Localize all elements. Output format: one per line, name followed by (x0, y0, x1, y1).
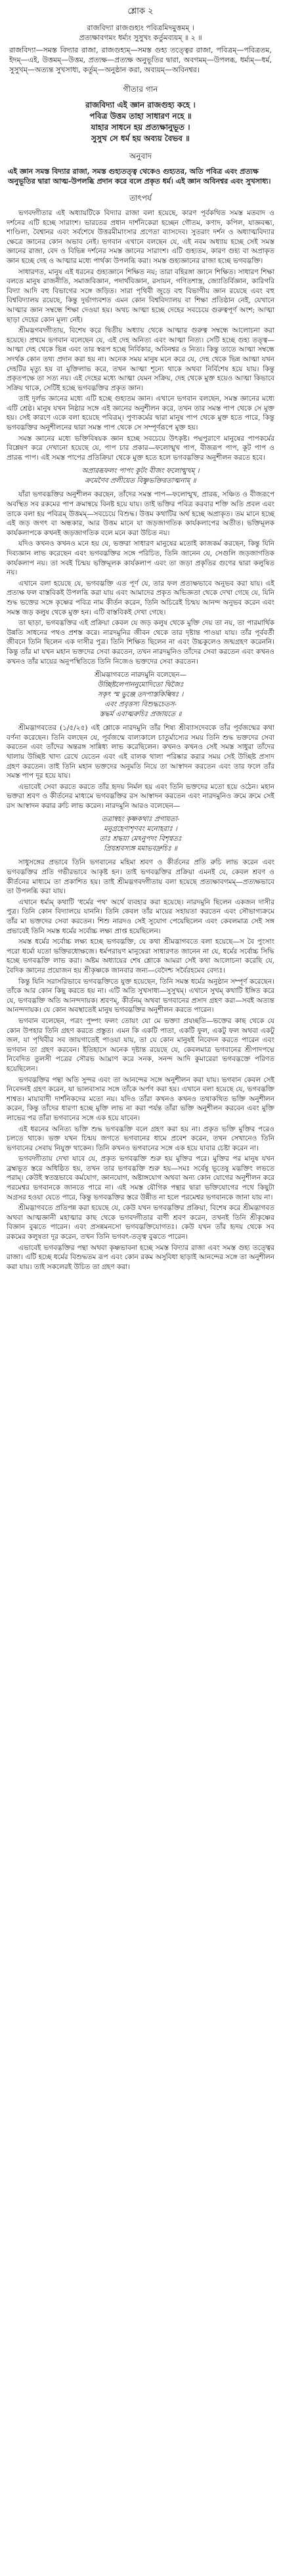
purport-section-2 (0, 490, 281, 666)
purport-paragraph: এই ধরনের অনিত্য ভক্তি শুদ্ধ ভগবদ্ভক্তি বলে গ্রহণ করা হয় না। প্রকৃত ভক্তি মুক্তির পরেও চলতে থাকে। ভক্ত যখন চিন্ময় জগতে ভগবানের ধামে প্রবেশ করেন, তখন সেখানেও তিনি ভগবানের সেবায় নিযুক্ত থাকেন। তিনি কখনও ভগবানের সঙ্গে এক হয়ে যাবার চেষ্টা করেন না। (7, 1125, 274, 1152)
song-line-1: রাজবিদ্যা এই জ্ঞান রাজগুহ্য কহে । (85, 100, 196, 110)
purport-paragraph: তাই দুর্লভ জ্ঞানের মধ্যে এটি হচ্ছে গুহ্যতম জ্ঞান। এখানে ভগবান বলছেন, সমস্ত জ্ঞানের মধ্যে এটি শ্রেষ্ঠ। মানুষ যখন নিষ্ঠার সঙ্গে এই জ্ঞানের অনুশীলন করে, তখন তার সমস্ত পাপ থেকে সে মুক্ত হয়। সেই কারণে একে বলা হয়েছে পবিত্রম্। পুণ্যকর্মের দ্বারা মানুষ পাপ থেকে মুক্ত হতে পারে, কিন্তু ভগবদ্ভক্তির অনুশীলনের দ্বারা সমস্ত পাপ থেকে সে সম্পূর্ণরূপে মুক্ত হয়। (7, 395, 274, 432)
quote-line: এবং প্রবৃত্তস্য বিশুদ্ধচেতস- (104, 700, 177, 709)
purport-paragraph: ভগবদ্গীতায় দেখা যাবে যে, প্রকৃত ভগবদ্ভক্তি শুরু হয় মুক্তির পরে। মুক্তির পর মানুষ যখন ব্রহ্মভূত স্তরে অধিষ্ঠিত হয়, তখন তার ভগবদ্ভক্তি শুরু হয়—সমঃ সর্বেষু ভূতেষু মদ্ভক্তিং লভতে পরাম্। কেউই স্বতন্ত্রভাবে কর্মযোগ, জ্ঞানযোগ, অষ্টাঙ্গযোগ অথবা অন্য কোন যোগের অনুশীলন করে পরমেশ্বর ভগবানকে জানতে পারে না। এই সমস্ত যৌগিক পন্থার দ্বারা ভক্তিযোগের পথে কিছুটা অগ্রসর হওয়া যেতে পারে, কিন্তু ভগবদ্ভক্তির স্তরে উন্নীত না হলে পরমেশ্বর ভগবানকে জানা যায় না। (7, 1155, 274, 1201)
purport-paragraph: শ্রীমদ্ভাগবতে প্রতিপন্ন করা হয়েছে যে, কেউ যখন ভগবদ্ভক্তির প্রক্রিয়া, বিশেষ করে শ্রীমদ্ভাগবত অথবা আত্মজ্ঞানী মহাত্মার কাছ থেকে ভগবদ্গীতার বাণী শ্রবণ করেন, তখনই তিনি শ্রীকৃষ্ণের বিজ্ঞান বুঝতে পারেন। এবং প্রসন্নমনসো ভগবদ্ভক্তিযোগতঃ। কেউ যখন তাঁর হৃদয় থেকে সব রকমের কলুষতা দূর করেন, তখন তিনি ভগবৎ-তত্ত্ব বুঝতে পারেন। (7, 1204, 274, 1241)
quote-line: অপ্রারব্ধফলং পাপং কূটং বীজং ফলোন্মুখম্ । (81, 467, 200, 475)
purport-paragraph: সমস্ত ধর্মের সর্বোচ্চ লক্ষ্য হচ্ছে ভগবদ্ভক্তি, যে কথা শ্রীমদ্ভাগবতে বলা হয়েছে—স বৈ পুংসাং পরো ধর্মো যতো ভক্তিরধোক্ষজে। ধর্মপরায়ণ মানুষেরা সাধারণত জানেন না যে, ধর্মের সর্বোচ্চ সিদ্ধি হচ্ছে ভগবদ্ভক্তি লাভ করা। অষ্টম অধ্যায়ের শেষ শ্লোকে আমরা সেই কথা আলোচনা করেছি যে, বৈদিক জ্ঞানের প্রয়োজন হয় শ্রীকৃষ্ণকে জানবার জন্য—বেদৈশ্চ সর্বৈরহমেব বেদ্যঃ। (7, 938, 274, 975)
quote-2 (0, 670, 281, 719)
purport-paragraph: সাধারণত, মানুষ এই ধরনের গুহ্যজ্ঞানে শিক্ষিত নয়; তারা বহিরঙ্গা জ্ঞানে শিক্ষিত। সাধারণ শিক্ষা বলতে মানুষ রাজনীতি, সমাজবিজ্ঞান, পদার্থবিজ্ঞান, রসায়ন, গণিতশাস্ত্র, জ্যোতির্বিজ্ঞান, কারিগরি বিদ্যা আদি বহু বিভাগের সঙ্গে জড়িত। সারা পৃথিবী জুড়ে বহু বিভাগীয় জ্ঞান রয়েছে এবং বহু বিশ্ববিদ্যালয় রয়েছে, কিন্তু দুর্ভাগ্যবশত এমন কোন বিশ্ববিদ্যালয় বা শিক্ষা প্রতিষ্ঠান নেই, যেখানে আত্মার জ্ঞান সম্বন্ধে শিক্ষা দেওয়া হয়। অথচ আত্মা হচ্ছে দেহের সবচেয়ে গুরুত্বপূর্ণ অংশ; আত্মা ছাড়া দেহের কোন মূল্য নেই। (7, 268, 274, 324)
sanskrit-line-2: প্রত্যক্ষাবগমং ধর্ম্যং সুসুখং কর্তুমব্যয়ম্ ॥ ২ ॥ (79, 33, 202, 42)
purport-paragraph: এখানে বলা হয়েছে যে, ভগবদ্ভক্তি এত পূর্ণ যে, তার ফল প্রত্যক্ষভাবে অনুভব করা যায়। এই প্রত্যক্ষ ফল বাস্তবিকই উপলব্ধি করা যায় এবং আমাদের প্রকৃত অভিজ্ঞতা থেকে দেখা গেছে যে, যিনি শুদ্ধ ভক্তের সঙ্গে কৃষ্ণের পবিত্র নাম কীর্তন করেন, তিনি অচিরেই চিন্ময় আনন্দ অনুভব করেন এবং সমস্ত জড় কলুষ থেকে মুক্ত হন। এটি বাস্তবিকই দেখা গেছে। (7, 579, 274, 616)
sanskrit-verse (0, 19, 281, 77)
purport-heading: তাৎপর্য (129, 193, 152, 203)
verse-number: শ্লোক ২ (127, 7, 154, 16)
translation-heading: অনুবাদ (129, 151, 152, 161)
purport-paragraph: এভাবেই সেবা করতে করতে তাঁর হৃদয় নির্মল হয় এবং তিনি ভক্তদের মতো হয়ে ওঠেন। মহান ভক্তরা শ্রবণ ও কীর্তনের মাধ্যমে ভগবদ্ভক্তির রস আস্বাদন করতেন এবং নারদমুনিও ক্রমে ক্রমে সেই রস আস্বাদন করার রুচি লাভ করেন। নারদমুনি আরও বলেছেন— (7, 782, 274, 810)
quote-line: স্তদ্ধর্ম এবাত্মরুচিঃ প্রজায়তে ॥ (99, 710, 182, 719)
purport-paragraph: এভাবেই ভগবদ্ভক্তির পন্থা অথবা কৃষ্ণভাবনা হচ্ছে সমস্ত বিদ্যার রাজা এবং সমস্ত গুহ্য তত্ত্বের রাজা। এটি হচ্ছে ধর্মের বিশুদ্ধতম রূপ এবং কোন রকম অসুবিধা ছাড়াই আনন্দের সঙ্গে তা অনুশীলন করা যায়। তাই সকলেরই উচিত তা গ্রহণ করা। (7, 1243, 274, 1271)
purport-paragraph: ভগবান বলেছেন, পত্রং পুষ্পং ফলং তোয়ং যো মে ভক্ত্যা প্রযচ্ছতি—ভক্তের কাছ থেকে যে কোন উপহার তিনি গ্রহণ করতে প্রস্তুত। এমন কি একটি পাতা, একটি ফুল, একটু ফল অথবা একটু জল, যা পৃথিবীর সব জায়গাতেই পাওয়া যায়, তা যে কোন মানুষই নিবেদন করতে পারেন এবং ভগবান তা গ্রহণ করবেন। ইতিহাসে অনেক দৃষ্টান্ত রয়েছে যে, কেবলমাত্র ভগবানের শ্রীপাদপদ্মে নিবেদিত তুলসী পত্রের সৌরভ আঘ্রাণ করে সনক, সনন্দ আদি কুমারেরা ভগবদ্ভক্তে পরিণত হয়েছিলেন। (7, 1016, 274, 1073)
purport-paragraph: তা ছাড়া, ভগবদ্ভক্তির এই প্রক্রিয়া কেবল যে জড় কলুষ থেকে মুক্তি দেয় তা নয়, তা পারমার্থিক উন্নতি সাধনের পথও প্রশস্ত করে। নারদমুনির জীবন থেকে তার দৃষ্টান্ত পাওয়া যায়। তাঁর পূর্ববর্তী জীবনে তিনি ছিলেন এক দাসীর পুত্র। তিনি শিক্ষিত ছিলেন না এবং উচ্চকুলেও জন্মগ্রহণ করেননি। কিন্তু তাঁর মা যখন মহান ভক্তদের সেবা করতেন, তখন নারদমুনিও তাঁদের সেবা করতেন এবং কখনও কখনও তাঁর মায়ের অনুপস্থিতিতে তিনি নিজেও ভক্তদের সেবা করতেন। (7, 619, 274, 666)
quote-line: তত্রান্বহং কৃষ্ণকথাঃ প্রগায়তা- (101, 815, 180, 824)
purport-paragraph: সমস্ত জ্ঞানের মধ্যে ভক্তিবিষয়ক জ্ঞান হচ্ছে সবচেয়ে উৎকৃষ্ট। পদ্মপুরাণে মানুষের পাপকর্মের বিশ্লেষণ করে দেখানো হয়েছে যে, পাপ চার প্রকার—ফলোন্মুখ পাপ, বীজরূপ পাপ, কূট পাপ ও প্রারব্ধ পাপ। এই সমস্ত পাপের প্রতিক্রিয়া থেকে মুক্ত হতে হলে ভগবদ্ভক্তির অনুশীলন করতে হবে। (7, 434, 274, 462)
purport-paragraph: ভগবদ্গীতার এই অধ্যায়টিকে বিদ্যার রাজা বলা হয়েছে, কারণ পূর্বকথিত সমস্ত মতবাদ ও দর্শনের এটি হচ্ছে সারাংশ। ভারতের প্রধান দার্শনিকেরা হচ্ছেন গৌতম, কণাদ, কপিল, যাজ্ঞবল্ক্য, শাণ্ডিল্য, বৈশ্বানর এবং সর্বশেষে উত্তরমীমাংসার প্রণেতা ব্যাসদেব। সুতরাং দর্শন ও অধ্যাত্মবিদ্যার ক্ষেত্রে জ্ঞানের কোন অভাব নেই। ভগবান এখানে বলছেন যে, এই নবম অধ্যায় হচ্ছে সেই সমস্ত জ্ঞানের রাজা, বেদ ও বিভিন্ন দর্শনের সমস্ত জ্ঞানের সারাংশ। এটি গুহ্যতম, কারণ গুহ্য বা অপ্রাকৃত জ্ঞান হচ্ছে দেহ ও আত্মার মধ্যে পার্থক্য উপলব্ধি করা। সমস্ত গুহ্যজ্ঞানের রাজা হচ্ছে ভগবদ্ভক্তি। (7, 209, 274, 265)
quote-line: সকৃৎ স্ম ভুঞ্জে তদপাস্তকিল্বিষঃ । (97, 691, 184, 699)
word-meanings: রাজবিদ্যা—সমস্ত বিদ্যার রাজা, রাজগুহ্যম্—সমস্ত গুহ্য তত্ত্বের রাজা, পবিত্রম্—পবিত্রতম, ইদম্—এই, উত্তমম্—উত্তম, প্রত্যক্ষ—প্রত্যক্ষ অনুভূতির দ্বারা, অবগমম্—উপলব্ধ, ধর্ম্যম্—ধর্ম, সুসুখম্—অত্যন্ত সুখসাধ্য, কর্তুম্—অনুষ্ঠান করা, অব্যয়ম্—অবিনশ্বর। (9, 46, 272, 74)
song-line-4: সুসুখ সে ধর্ম হয় অব্যয় বৈভব ॥ (91, 134, 190, 143)
purport-paragraph: যাঁরা ভগবদ্ভক্তির অনুশীলন করছেন, তাঁদের সমস্ত পাপ—ফলোন্মুখ, প্রারব্ধ, সঞ্চিত ও বীজরূপে অবস্থিত সব রকমের পাপ ক্রমান্বয়ে বিনষ্ট হয়ে যায়। তাই ভক্তির পবিত্র করবার শক্তি অতি প্রবল এবং তাকে বলা হয় পবিত্রম্ উত্তমম্—সবচেয়ে বিশুদ্ধ। উত্তম কথাটির অর্থ হচ্ছে অপ্রাকৃত। তম মানে হচ্ছে এই জড় জগৎ বা অন্ধকার, আর উত্তম মানে যা জড়জাগতিক কার্যকলাপের অতীত। ভক্তিমূলক কার্যকলাপকে কখনই জড়জাগতিক বলে মনে করা উচিত নয়। (7, 491, 274, 537)
quote-line: তাঃ শ্রদ্ধয়া মেঽনুপদং বিশৃণ্বতঃ (99, 835, 182, 843)
quote-heading: শ্রীমদ্ভাগবতে নারদমুনি বলেছেন— (95, 671, 186, 679)
sanskrit-line-1: রাজবিদ্যা রাজগুহ্যং পবিত্রমিদমুত্তমম্ । (87, 24, 194, 32)
song-line-3: যাহার সাধনে হয় প্রত্যক্ষানুভূত । (91, 123, 190, 132)
purport-paragraph: যদিও কখনও কখনও মনে হয় যে, ভক্তরা সাধারণ মানুষের মতোই কাজকর্ম করছেন, কিন্তু যিনি দিব্যজ্ঞান লাভ করেছেন এবং ভগবদ্ভক্তির সঙ্গে পরিচিত, তিনি জানেন যে, সেগুলি জড়জাগতিক কার্যকলাপ নয়। তা সবই চিন্ময় ভক্তিমূলক কার্যকলাপ এবং তা জড়া প্রকৃতির গুণের দ্বারা কলুষিত নয়। (7, 540, 274, 577)
quote-line: উচ্ছিষ্টলেপাননুমোদিতো দ্বিজৈঃ (97, 681, 184, 689)
quote-line: প্রিয়শ্রবস্যঙ্গ মমাভবদ্রুচিঃ ॥ (104, 845, 177, 853)
quote-3 (0, 815, 281, 854)
purport-paragraph: কিন্তু যিনি সরাসরিভাবে ভগবদ্ভক্তিতে যুক্ত হয়েছেন, তিনি সমস্ত ধর্মের অনুষ্ঠান সম্পূর্ণ করেছেন। তাঁকে আর কোন কিছু করতে হয় না। এটি অতি সুখসাধ্য—সুসুখম্। এখানে সুখম্ কথাটি ইঙ্গিত করে যে, ভগবদ্ভক্তি অতি আনন্দদায়ক। শ্রবণম্, কীর্তনম্ অথবা ভগবানের প্রসাদ গ্রহণ করা—সবই অত্যন্ত আনন্দদায়ক। যে কোন অবস্থাতেই মানুষ ভগবদ্ভক্তির অনুশীলন করতে পারেন। (7, 977, 274, 1015)
purport-paragraph: শ্রীমদ্ভাগবতের (১/৫/২৫) এই শ্লোকে নারদমুনি তাঁর শিষ্য শ্রীব্যাসদেবকে তাঁর পূর্বজন্মের কথা বর্ণনা করেছেন। তিনি বলছেন যে, পূর্বজন্মে বাল্যকালে চাতুর্মাস্যের সময় তিনি শুদ্ধ ভক্তদের সেবা করতেন এবং তাঁদের অন্তরঙ্গ সান্নিধ্য লাভ করেছিলেন। কখনও কখনও সেই সমস্ত সাধুরা তাঁদের থালায় উচ্ছিষ্ট খাদ্য রেখে যেতেন এবং এই বালক থালা পরিষ্কার করার সময় সেই উচ্ছিষ্ট প্রসাদ গ্রহণ করতেন। তাই তিনি মহান ভক্তদের অনুমতি নিয়ে তা আস্বাদন করতেন এবং তার ফলে তাঁর সমস্ত পাপ দূর হয়ে যায়। (7, 724, 274, 780)
purport-paragraph: সাধুসঙ্গের প্রভাবে তিনি ভগবানের মহিমা শ্রবণ ও কীর্তনের প্রতি রুচি লাভ করেন এবং ভগবদ্ভক্তির প্রতি গভীরভাবে আকৃষ্ট হন। তাই ভগবদ্ভক্তির প্রক্রিয়া এমনই যে, কেবল শ্রবণ ও কীর্তনের মাধ্যমে তা প্রকাশিত হয়। তাই শ্রীমদ্ভগবদ্গীতায় বলা হয়েছে প্রত্যক্ষাবগমম্—প্রত্যক্ষভাবে তা উপলব্ধি করা যায়। (7, 858, 274, 896)
quote-line: মনুগ্রহেণাশৃণবং মনোহরাঃ । (104, 825, 177, 834)
quote-1 (0, 466, 281, 486)
song-line-2: পবিত্র উত্তম তাহা সাধারণ নহে ॥ (89, 111, 192, 121)
quote-line: ক্রমেণৈব প্রলীয়েত বিষ্ণুভক্তিরতাত্মনাম্ ॥ (85, 477, 196, 485)
purport-section-4 (0, 858, 281, 1272)
purport-paragraph: ভগবদ্ভক্তির পন্থা অতি সুন্দর এবং তা আনন্দের সঙ্গে অনুশীলন করা যায়। ভগবান কেবল সেই নিবেদনই গ্রহণ করেন, যা ভালবাসার সঙ্গে তাঁকে অর্পণ করা হয়। এখানে বলা হয়েছে যে, ভগবদ্ভক্তি শাশ্বত। মায়াবাদী দার্শনিকদের মতো নয়। যদিও তাঁরা কখনও কখনও তথাকথিত ভক্তি অনুশীলন করেন, কিন্তু তাঁদের ধারণা হচ্ছে মুক্তি লাভ না করা পর্যন্ত তাঁরা ভক্তি অনুশীলন করবেন এবং মুক্তি লাভের পর তাঁরা ভগবানের সঙ্গে এক হয়ে যাবেন। (7, 1076, 274, 1122)
purport-section-3 (0, 723, 281, 811)
song-title: গীতার গান (123, 85, 158, 94)
translation-text: এই জ্ঞান সমস্ত বিদ্যার রাজা, সমস্ত গুহ্যতত্ত্ব থেকেও গুহ্যতর, অতি পবিত্র এবং প্রত্যক্ষ অনুভূতির দ্বারা আত্ম-উপলব্ধি প্রদান করে বলে প্রকৃত ধর্ম। এই জ্ঞান অবিনশ্বর এবং সুখসাধ্য। (8, 167, 271, 186)
purport-paragraph: এখানে ধর্ম্যম্ কথাটি 'ধর্মের পথ' অর্থে ব্যবহার করা হয়েছে। নারদমুনি ছিলেন একজন দাসীর পুত্র। তিনি কোন বিদ্যালয়ে যাননি। তিনি কেবল তাঁর মায়ের সহায়তা করতেন এবং সৌভাগ্যক্রমে তাঁর মা ভক্তদের সেবা করতেন। শিশু নারদও সেই সুযোগ পেয়েছিলেন এবং কেবলমাত্র সেই সঙ্গ প্রভাবেই তিনি সমস্ত ধর্মের সর্বোচ্চ লক্ষ্য প্রাপ্ত হয়েছিলেন। (7, 898, 274, 935)
song (0, 100, 281, 144)
purport-section-1 (0, 209, 281, 462)
purport-paragraph: শ্রীমদ্ভগবদ্গীতায়, বিশেষ করে দ্বিতীয় অধ্যায় থেকে আত্মার গুরুত্ব সম্বন্ধে আলোচনা করা হয়েছে। প্রথমে ভগবান বলেছেন যে, এই দেহ অনিত্য এবং আত্মা নিত্য। সেটি হচ্ছে গুহ্য তত্ত্ব—আত্মা দেহ থেকে ভিন্ন এবং তার স্বরূপ হচ্ছে নির্বিকার, অবিনশ্বর ও নিত্য। কিন্তু তাতে আত্মা সম্বন্ধে সদর্থক কোন তথ্য প্রদান করা হয় না। অনেক সময় মানুষ মনে করে যে, দেহ থেকে ভিন্ন আত্মা যখন দেহটির মৃত্যু হয় বা মুক্তিলাভ করে, তখন আত্মা শূন্যে থাকে অথবা নির্বিশেষ হয়ে যায়। কিন্তু প্রকৃতপক্ষে তা সত্য নয়। এই দেহের মধ্যে আত্মা যেমন সক্রিয়, দেহ থেকে মুক্ত হয়েও আত্মা কিভাবে সক্রিয় থাকে, সেটিই হচ্ছে ভগবদ্ভক্তির প্রকৃত জ্ঞান। (7, 327, 274, 392)
